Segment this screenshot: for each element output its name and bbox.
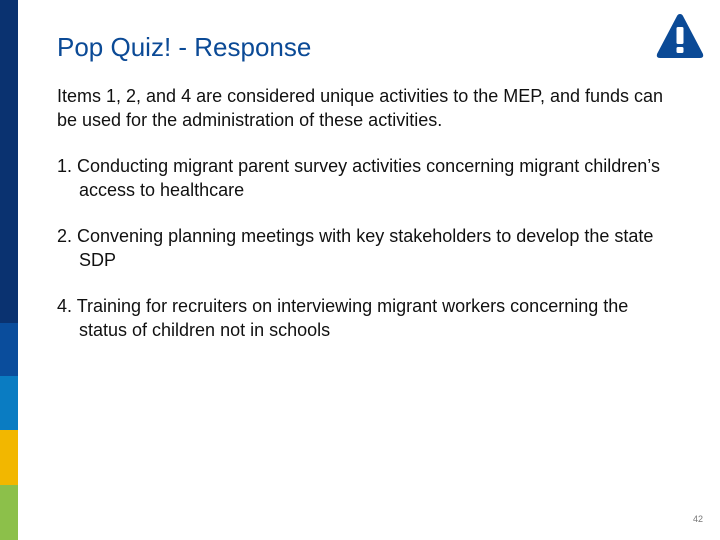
warning-icon: [655, 12, 705, 60]
list-item: 1. Conducting migrant parent survey activities concerning migrant children’s access to healthcare: [57, 156, 660, 200]
accent-bar-light-blue: [0, 376, 18, 430]
accent-bar-green: [0, 485, 18, 540]
list-item: 2. Convening planning meetings with key stakeholders to develop the state SDP: [57, 226, 654, 270]
accent-bar-yellow: [0, 430, 18, 485]
page-number: 42: [692, 514, 703, 524]
intro-text: Items 1, 2, and 4 are considered unique activities to the MEP, and funds can be used for the administration of these activities.: [57, 86, 664, 130]
list-item: 4. Training for recruiters on interviewing migrant workers concerning the status of children not in schools: [57, 296, 629, 340]
accent-bar-blue: [0, 323, 18, 376]
accent-bar-navy: [0, 0, 18, 323]
slide-title: Pop Quiz! - Response: [57, 32, 312, 62]
slide-body: [57, 84, 677, 364]
